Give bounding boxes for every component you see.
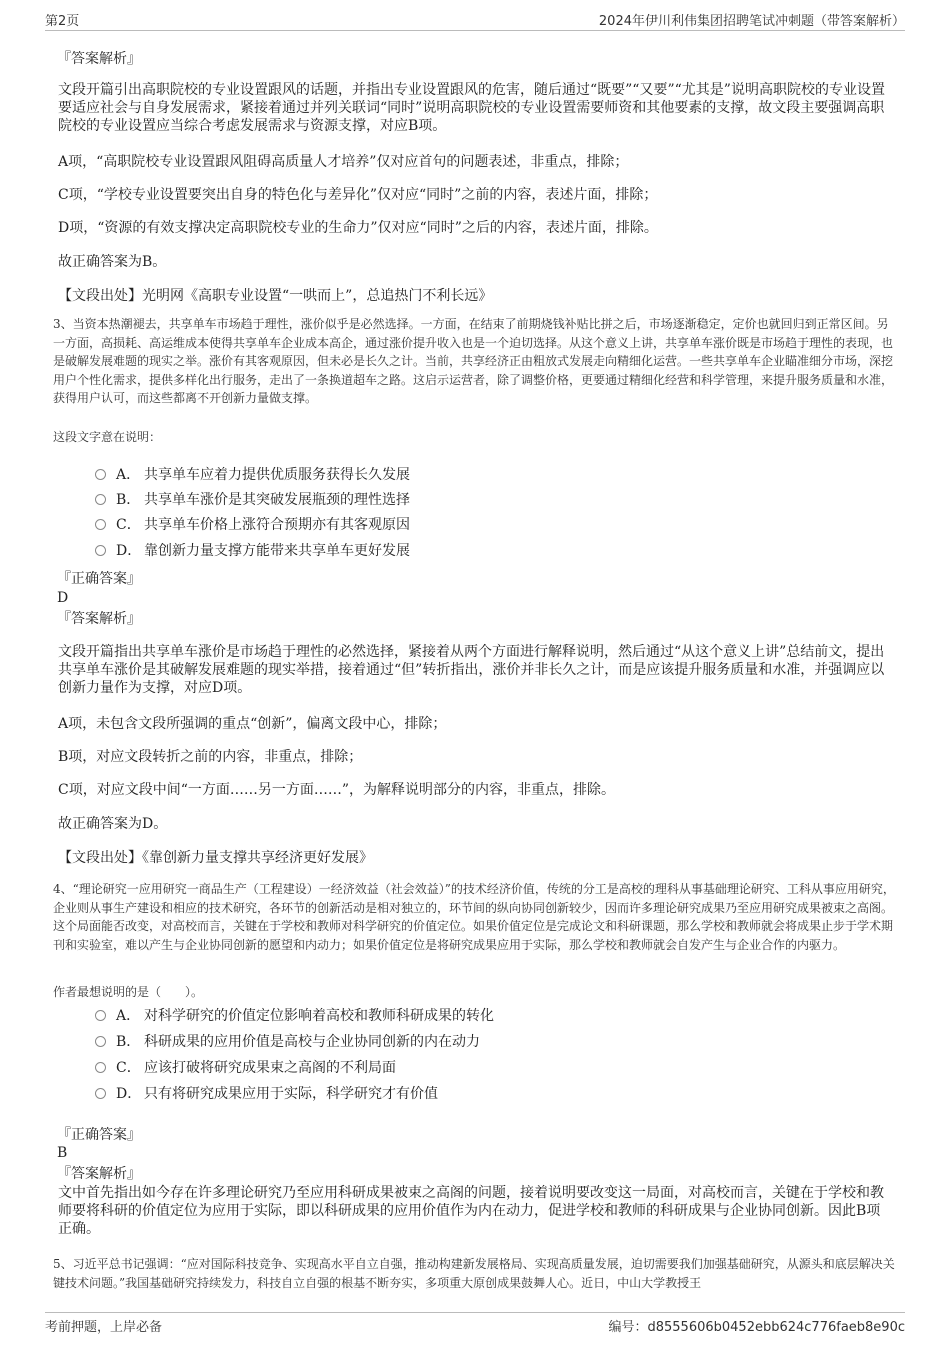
source: 【文段出处】光明网《高职专业设置“一哄而上”，总追热门不利长远》 xyxy=(58,288,493,304)
radio-icon[interactable] xyxy=(95,545,106,556)
analysis-label: 『答案解析』 xyxy=(57,1166,141,1182)
question-stem: 3、当资本热潮褪去，共享单车市场趋于理性，涨价似乎是必然选择。一方面，在结束了前期烧钱补贴比拼之后，市场逐渐稳定，定价也就回归到正常区间。另一方面，高损耗、高运维成本使得共享单车企业成本高企，通过涨价提升收入也是一个迫切选择。从这个意义上讲，共享单车涨价既是市场趋于理性的表现，也是破解发展难题的现实之举。涨价有其客观原因，但未必是长久之计。当前，共享经济正由粗放式发展走向精细化运营。一些共享单车企业瞄准细分市场，深挖用户个性化需求，提供多样化出行服务，走出了一条换道超车之路。这启示运营者，除了调整价格，更要通过精细化经营和科学管理，来提升服务质量和水准，获得用户认可，而这些都离不开创新力量做支撑。 xyxy=(53,317,894,405)
page-footer xyxy=(45,1312,905,1335)
conclusion: 故正确答案为B。 xyxy=(58,254,167,270)
analysis-option-a: A项，未包含文段所强调的重点“创新”，偏离文段中心，排除； xyxy=(58,716,447,732)
analysis-label: 『答案解析』 xyxy=(57,611,141,627)
analysis-option-c: C项，对应文段中间“一方面……另一方面……”，为解释说明部分的内容，非重点，排除。 xyxy=(58,782,616,798)
source: 【文段出处】《靠创新力量支撑共享经济更好发展》 xyxy=(58,850,373,866)
option-a[interactable]: A． 共享单车应着力提供优质服务获得长久发展 xyxy=(95,466,410,484)
analysis-label: 『答案解析』 xyxy=(57,51,141,67)
option-d[interactable]: D． 只有将研究成果应用于实际，科学研究才有价值 xyxy=(95,1085,438,1103)
analysis-text: 文段开篇指出共享单车涨价是市场趋于理性的必然选择，紧接着从两个方面进行解释说明，然后通过“从这个意义上讲”总结前文，提出共享单车涨价是其破解发展难题的现实举措，接着通过“但”转折指出，涨价并非长久之计，而是应该提升服务质量和水准，并强调应以创新力量作为支撑，对应D项。 xyxy=(58,644,885,696)
analysis-option-a: A项，“高职院校专业设置跟风阻碍高质量人才培养”仅对应首句的问题表述，非重点，排除； xyxy=(58,154,629,170)
analysis-option-d: D项，“资源的有效支撑决定高职院校专业的生命力”仅对应“同时”之后的内容，表述片面，排除。 xyxy=(58,220,658,236)
radio-icon[interactable] xyxy=(95,469,106,480)
analysis-option-b: B项，对应文段转折之前的内容，非重点，排除； xyxy=(58,749,363,765)
document-title: 2024年伊川利伟集团招聘笔试冲刺题（带答案解析） xyxy=(598,14,905,29)
question-prompt: 这段文字意在说明： xyxy=(53,430,162,444)
radio-icon[interactable] xyxy=(95,1088,106,1099)
analysis-option-c: C项，“学校专业设置要突出自身的特色化与差异化”仅对应“同时”之前的内容，表述片面，排除； xyxy=(58,187,658,203)
conclusion: 故正确答案为D。 xyxy=(58,816,168,832)
option-c[interactable]: C． 应该打破将研究成果束之高阁的不利局面 xyxy=(95,1059,396,1077)
analysis-text: 文段开篇引出高职院校的专业设置跟风的话题，并指出专业设置跟风的危害，随后通过“既要”“又要”“尤其是”说明高职院校的专业设置要适应社会与自身发展需求，紧接着通过并列关联词“同时”说明高职院校的专业设置需要师资和其他要素的支撑，故文段主要强调高职院校的专业设置应当综合考虑发展需求与资源支撑，对应B项。 xyxy=(58,82,885,134)
radio-icon[interactable] xyxy=(95,494,106,505)
radio-icon[interactable] xyxy=(95,1036,106,1047)
option-b[interactable]: B． 科研成果的应用价值是高校与企业协同创新的内在动力 xyxy=(95,1033,480,1051)
answer-value: B xyxy=(57,1145,68,1161)
radio-icon[interactable] xyxy=(95,1062,106,1073)
page-number: 第2页 xyxy=(45,14,80,29)
page-header xyxy=(45,8,905,31)
radio-icon[interactable] xyxy=(95,519,106,530)
question-prompt: 作者最想说明的是（ ）。 xyxy=(53,985,204,999)
option-a[interactable]: A． 对科学研究的价值定位影响着高校和教师科研成果的转化 xyxy=(95,1007,494,1025)
radio-icon[interactable] xyxy=(95,1010,106,1021)
answer-value: D xyxy=(57,590,69,606)
answer-label: 『正确答案』 xyxy=(57,1127,141,1143)
analysis-text: 文中首先指出如今存在许多理论研究乃至应用科研成果被束之高阁的问题，接着说明要改变这一局面，对高校而言，关键在于学校和教师要将科研的价值定位为应用于实际，即以科研成果的应用价值作为内在动力，促进学校和教师的科研成果与企业协同创新。因此B项正确。 xyxy=(58,1185,884,1237)
question-stem: 5、习近平总书记强调：“应对国际科技竞争、实现高水平自立自强，推动构建新发展格局、实现高质量发展，迫切需要我们加强基础研究，从源头和底层解决关键技术问题。”我国基础研究持续发力，科技自立自强的根基不断夯实，多项重大原创成果鼓舞人心。近日，中山大学教授王 xyxy=(53,1257,895,1290)
answer-label: 『正确答案』 xyxy=(57,571,141,587)
document-id: 编号：d8555606b0452ebb624c776faeb8e90c xyxy=(608,1320,905,1335)
option-b[interactable]: B． 共享单车涨价是其突破发展瓶颈的理性选择 xyxy=(95,491,410,509)
option-c[interactable]: C． 共享单车价格上涨符合预期亦有其客观原因 xyxy=(95,516,410,534)
question-stem: 4、“理论研究一应用研究一商品生产（工程建设）一经济效益（社会效益）”的技术经济价值，传统的分工是高校的理科从事基础理论研究、工科从事应用研究，企业则从事生产建设和相应的技术研究，各环节的创新活动是相对独立的，环节间的纵向协同创新较少，因而许多理论研究成果乃至应用研究成果被束之高阁。这个局面能否改变，对高校而言，关键在于学校和教师对科学研究的价值定位。如果价值定位是完成论文和科研课题，那么学校和教师就会将成果止步于学术期刊和实验室，难以产生与企业协同创新的愿望和内动力；如果价值定位是将研究成果应用于实际，那么学校和教师就会自发产生与企业合作的内驱力。 xyxy=(53,882,895,952)
option-d[interactable]: D． 靠创新力量支撑方能带来共享单车更好发展 xyxy=(95,542,410,560)
footer-slogan: 考前押题，上岸必备 xyxy=(45,1320,163,1335)
